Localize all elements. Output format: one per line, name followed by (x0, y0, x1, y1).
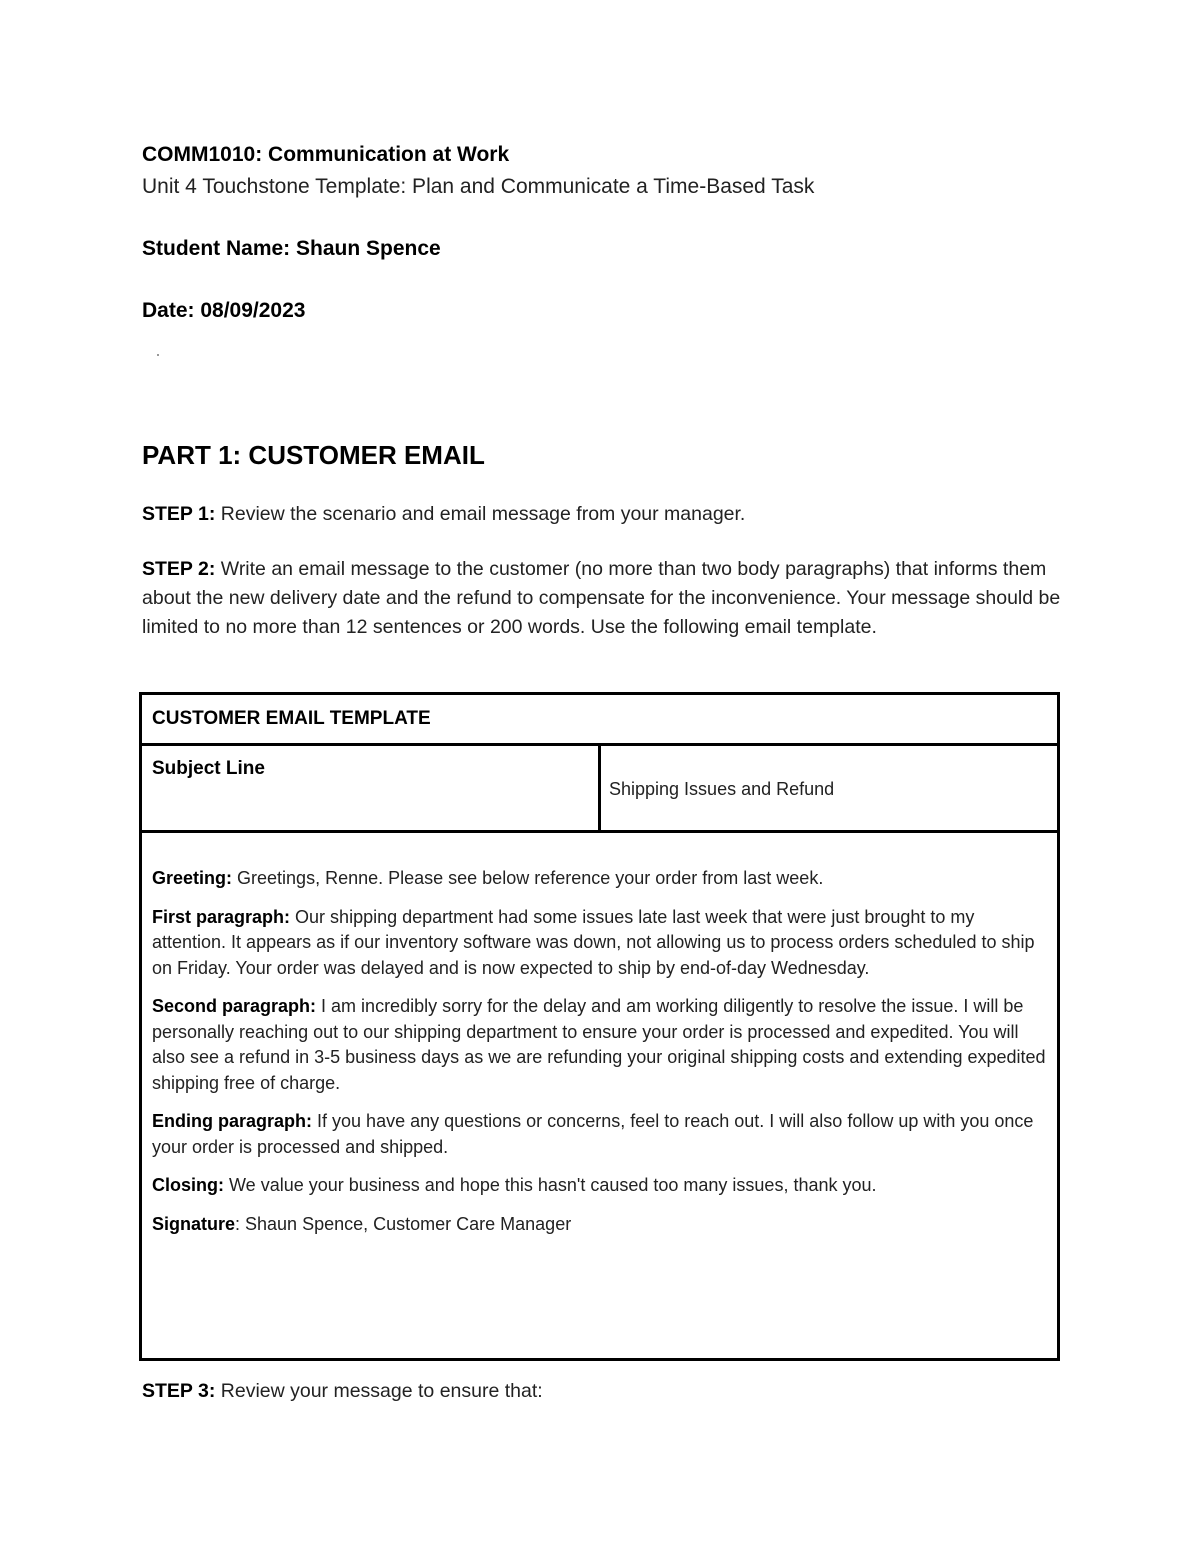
first-paragraph-label: First paragraph: (152, 906, 291, 927)
email-body-cell (141, 832, 1059, 1360)
subject-line-label: Subject Line (141, 745, 600, 832)
date-value: 08/09/2023 (200, 299, 306, 322)
subject-row (141, 745, 1059, 832)
closing-label: Closing: (152, 1175, 224, 1195)
second-paragraph (152, 994, 1047, 1096)
second-paragraph-label: Second paragraph: (152, 996, 317, 1016)
first-paragraph (152, 905, 1047, 982)
closing-text: We value your business and hope this hasn't caused too many issues, thank you. (229, 1175, 877, 1195)
student-name-line (142, 237, 441, 261)
course-title: COMM1010: Communication at Work (142, 143, 510, 166)
step3-instruction (142, 1380, 543, 1403)
ending-paragraph-label: Ending paragraph: (152, 1111, 313, 1131)
ending-paragraph-text: If you have any questions or concerns, feel to reach out. I will also follow up with you once your order is processed and shipped. (152, 1111, 1034, 1157)
step3-label: STEP 3: (142, 1380, 216, 1402)
closing-paragraph (152, 1173, 1047, 1199)
step1-text: Review the scenario and email message from your manager. (220, 503, 746, 525)
signature-text: : Shaun Spence, Customer Care Manager (235, 1213, 572, 1234)
signature-paragraph (152, 1212, 1047, 1238)
step2-text: Write an email message to the customer (no more than two body paragraphs) that informs them about the new delivery date and the refund to compensate for the inconvenience. Your message should be limited to no more than 12 sentences or 200 words. Use the following email template. (142, 558, 1061, 638)
second-paragraph-text: I am incredibly sorry for the delay and am working diligently to resolve the issue. I will be personally reaching out to our shipping department to ensure your order is processed and expedited. You will also see a refund in 3-5 business days as we are refunding your original shipping costs and extending expedited shipping free of charge. (152, 996, 1046, 1093)
step3-text: Review your message to ensure that: (220, 1380, 543, 1402)
template-header-row (141, 694, 1059, 745)
template-title: CUSTOMER EMAIL TEMPLATE (141, 694, 1059, 745)
stray-dot-mark (157, 354, 159, 356)
part1-heading: PART 1: CUSTOMER EMAIL (142, 440, 485, 470)
greeting-paragraph (152, 866, 1047, 892)
subject-line-value: Shipping Issues and Refund (600, 745, 1059, 832)
step1-instruction (142, 503, 745, 526)
signature-label: Signature (152, 1213, 236, 1234)
customer-email-template-table (139, 692, 1060, 1361)
first-paragraph-text: Our shipping department had some issues late last week that were just brought to my attention. It appears as if our inventory software was down, not allowing us to process orders scheduled to ship on Friday. Your order was delayed and is now expected to ship by end-of-day Wednesday. (152, 906, 1035, 978)
ending-paragraph (152, 1109, 1047, 1160)
student-name-label: Student Name: (142, 237, 291, 260)
step2-instruction (142, 555, 1062, 642)
date-label: Date: (142, 299, 195, 322)
greeting-text: Greetings, Renne. Please see below reference your order from last week. (237, 868, 824, 888)
greeting-label: Greeting: (152, 868, 233, 888)
email-body-row (141, 832, 1059, 1360)
step2-label: STEP 2: (142, 558, 216, 580)
step1-label: STEP 1: (142, 503, 216, 525)
date-line (142, 299, 305, 323)
student-name-value: Shaun Spence (296, 237, 441, 260)
assignment-subtitle: Unit 4 Touchstone Template: Plan and Communicate a Time-Based Task (142, 175, 815, 198)
